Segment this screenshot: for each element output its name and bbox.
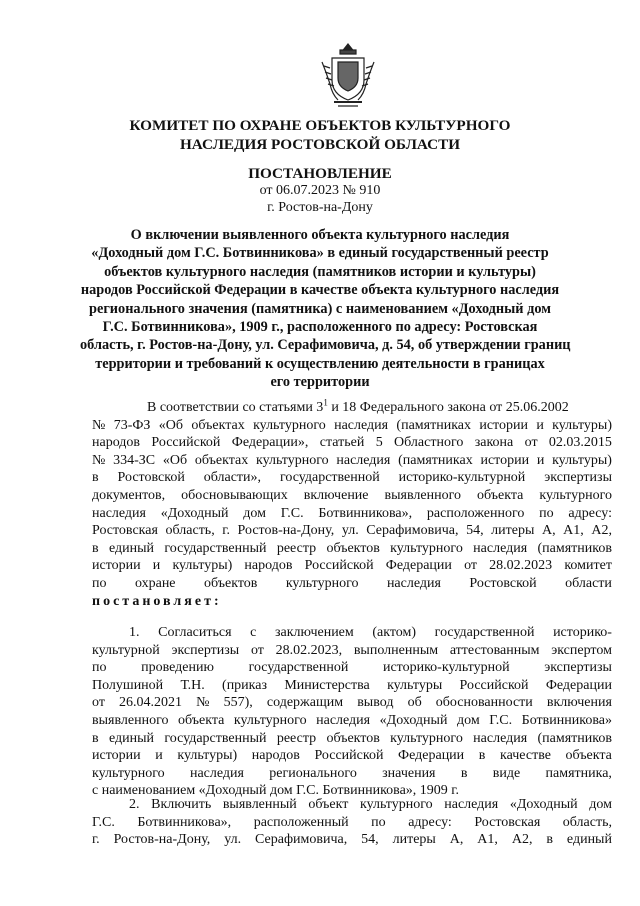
word: выявленный [222,797,297,812]
word: культурной [92,642,160,658]
word: Ростовской [117,470,185,486]
word: народов [251,748,300,764]
word: обосновывающих [181,487,288,503]
word: вывод [357,695,394,711]
word: культуры) [172,558,233,574]
word: Ботвинникова», [137,814,232,830]
word: (памятников [537,730,612,746]
body-line [92,659,612,677]
title-line: область, г. Ростов-на-Дону, ул. Серафимовича, д. 54, об утверждении границ [80,337,571,354]
word: «Доходный [379,712,448,728]
body-line [92,417,612,435]
word: «Об [162,452,188,468]
word: и [536,417,544,433]
body-line [92,540,612,558]
word: г. [92,832,100,848]
word: истории [92,748,141,764]
word: в [546,832,553,848]
word: Федерации [545,677,612,693]
word: Российской [459,677,529,693]
word: наследия [334,417,389,433]
word: от [92,695,105,711]
preamble-text-a: В соответствии со статьями 3 [147,400,324,415]
word: культуры) [552,417,612,433]
word: литеры [491,523,535,539]
committee-line-2: НАСЛЕДИЯ РОСТОВСКОЙ ОБЛАСТИ [179,136,461,153]
item-1-paragraph [92,624,612,800]
body-line [92,765,612,783]
word: государственной [279,470,380,486]
word: наследия [473,730,528,746]
word: 2. [129,797,140,812]
word: расположенный [253,814,349,830]
word: Российской [314,748,384,764]
word: объекта [178,712,225,728]
title-line: объектов культурного наследия (памятников истории и культуры) [104,263,536,280]
word: виде [492,765,521,781]
word: от [524,435,538,451]
word: регионального [269,765,357,781]
word: объекта [476,487,524,503]
word: культурного [390,730,463,746]
document-title [80,226,571,392]
word: 54, [466,523,484,539]
word: (памятниках [396,417,471,433]
word: охране [134,575,176,591]
word: от [250,642,264,658]
word: наследия [473,540,528,556]
word: А2, [511,832,533,848]
title-line: Г.С. Ботвинникова», 1909 г., расположенного по адресу: Ростовская [102,319,538,336]
title-line: народов Российской Федерации в качестве объекта культурного наследия [80,282,560,299]
word: культуры) [552,452,612,468]
word: культурного [253,417,326,433]
word: Ростов-на-Дону, [113,832,211,848]
word: Областного [394,435,464,451]
word: культуры) [177,748,238,764]
word: (приказ [222,677,268,693]
body-line [92,522,612,540]
preamble-paragraph [92,399,612,610]
word: 28.02.2023, [275,642,343,658]
document-type: ПОСТАНОВЛЕНИЕ [248,165,392,182]
word: единый [566,832,612,848]
word: документов, [92,487,166,503]
word: и [155,748,163,764]
word: выявленного [92,712,169,728]
word: выявленного [384,487,461,503]
preamble-text-b: и 18 Федерального закона от 25.06.2002 [327,400,569,415]
word: историко- [553,625,612,640]
word: Федерации», [231,435,309,451]
word: единый [108,540,154,556]
word: Ботвинникова» [521,712,612,728]
word: с [250,625,257,640]
body-line [92,712,612,730]
item-2-paragraph [92,796,612,849]
word: 5 [375,435,383,451]
word: по [371,814,386,830]
word: культурного [390,540,463,556]
word: качестве [500,748,551,764]
body-line [92,831,612,849]
word: включения [546,695,612,711]
word: культурного [539,487,612,503]
title-line: регионального значения (памятника) с наименованием «Доходный дом [89,300,551,317]
word: значения [382,765,436,781]
word: расположенного [426,505,525,521]
word: Федерации [385,558,452,574]
word: и [152,558,161,574]
word: Полушиной [92,677,164,693]
word: Г.С. [280,505,304,521]
word: Серафимовича, [366,523,459,539]
word: экспертизы [171,642,240,658]
word: область, [165,523,215,539]
body-line [92,434,612,452]
word: включение [303,487,369,503]
word: в [92,540,99,556]
word: аттестованным [449,642,540,658]
word: Ростовской [469,575,537,591]
word: Включить [151,797,212,812]
word: и [536,452,545,468]
word: Ростов-на-Дону, [237,523,335,539]
body-line [92,487,612,505]
word: в [92,470,99,486]
word: истории [480,452,530,468]
word: наследия [336,452,391,468]
word: (актом) [372,625,417,640]
word: Ботвинникова», [318,505,413,521]
word: объектах [194,452,249,468]
word: статьей [319,435,365,451]
word: выполненным [353,642,439,658]
body-line: с наименованием «Доходный дом Г.С. Ботвинникова», 1909 г. [92,783,459,799]
word: культурного [255,452,329,468]
word: реестр [276,730,317,746]
word: об [407,695,422,711]
word: государственной [434,625,535,640]
superscript: 1 [323,397,328,408]
word: А1, [563,523,584,539]
word: область, [562,814,612,830]
word: ул. [224,832,242,848]
word: А, [541,523,556,539]
word: 28.02.2023 [489,558,553,574]
word: культурного [285,575,359,591]
word: культурного [92,765,165,781]
word: экспертом [551,642,612,658]
body-line [92,505,612,523]
word: в [92,730,99,746]
rostov-region-coat-of-arms-icon [318,40,378,110]
body-line [92,747,612,765]
word: памятника, [545,765,612,781]
word: 334-ЗС [113,452,156,468]
body-line [92,642,612,660]
body-line [92,624,612,642]
word: дом [457,712,480,728]
word: г. [222,523,230,539]
body-line [92,814,612,832]
word: народов [92,435,141,451]
word: А, [449,832,464,848]
word: закона [474,435,514,451]
body-line [92,575,612,593]
word: Российской [151,435,221,451]
word: А1, [477,832,498,848]
word: № [196,695,210,711]
body-line [92,677,612,695]
word: 02.03.2015 [548,435,612,451]
word: Г.С. [92,814,115,830]
word: № [92,452,106,468]
word: 26.04.2021 [119,695,183,711]
body-line [92,452,612,470]
word: дом [589,797,612,812]
word: дом [243,505,266,521]
word: государственный [164,730,267,746]
committee-line-1: КОМИТЕТ ПО ОХРАНЕ ОБЪЕКТОВ КУЛЬТУРНОГО [129,117,511,134]
word: народов [244,558,293,574]
word: адресу: [568,505,612,521]
word: по [539,505,554,521]
word: наследия [386,575,441,591]
body-line [92,694,612,712]
resolves-word: постановляет: [92,593,222,609]
word: историко-культурной [398,470,526,486]
word: заключением [274,625,354,640]
title-line: его территории [270,374,370,391]
word: объектов [203,575,258,591]
word: в [460,765,468,781]
word: объектов [326,730,380,746]
word: Федерации [398,748,465,764]
word: 54, [361,832,379,848]
word: объекта [565,748,612,764]
word: 1. [129,625,140,640]
word: наследия [316,712,371,728]
word: Согласиться [158,625,232,640]
word: Министерства [284,677,370,693]
body-line [92,796,612,814]
word: содержащим [266,695,344,711]
word: «Доходный [160,505,229,521]
word: комитет [564,558,612,574]
date-number: от 06.07.2023 № 910 [259,183,381,198]
title-line: территории и требований к осуществлению деятельности в границах [95,355,545,372]
word: объект [308,797,349,812]
word: № [92,417,106,433]
word: наследия [444,797,499,812]
word: Г.С. [489,712,513,728]
word: государственный [164,540,267,556]
word: 73-ФЗ [113,417,151,433]
word: наследия [92,505,146,521]
title-line: «Доходный дом Г.С. Ботвинникова» в единый государственный реестр [91,245,549,262]
word: объектах [191,417,245,433]
word: историко-культурной [382,660,510,676]
word: экспертизы [544,470,612,486]
word: А2, [591,523,612,539]
word: (памятников [537,540,612,556]
word: по [92,660,107,676]
word: в [478,748,486,764]
word: Ростовская [92,523,158,539]
word: Т.Н. [180,677,205,693]
word: «Доходный [509,797,578,812]
word: истории [479,417,528,433]
body-line [92,730,612,748]
committee-name [80,116,560,154]
word: Российской [304,558,374,574]
city: г. Ростов-на-Дону [267,200,373,215]
word: (памятниках [398,452,473,468]
word: наследия [189,765,244,781]
word: ул. [341,523,359,539]
word: культурного [233,712,307,728]
word: «Об [158,417,184,433]
word: государственной [248,660,349,676]
preamble-first-line [92,399,612,417]
word: истории [92,558,141,574]
word: 557), [223,695,253,711]
word: проведению [141,660,214,676]
body-line [92,557,612,575]
word: экспертизы [544,660,612,676]
word: области [565,575,612,591]
word: адресу: [408,814,452,830]
title-line: О включении выявленного объекта культурного наследия [130,227,510,243]
word: культуры [387,677,443,693]
body-line [92,469,612,487]
word: от [464,558,477,574]
preamble-text [147,399,569,417]
word: по [92,575,107,591]
word: обоснованности [435,695,533,711]
word: литеры [392,832,436,848]
word: культурного [359,797,433,812]
word: объектов [326,540,380,556]
word: области», [203,470,262,486]
word: Серафимовича, [255,832,348,848]
word: реестр [276,540,317,556]
word: Ростовская [474,814,541,830]
word: единый [108,730,154,746]
